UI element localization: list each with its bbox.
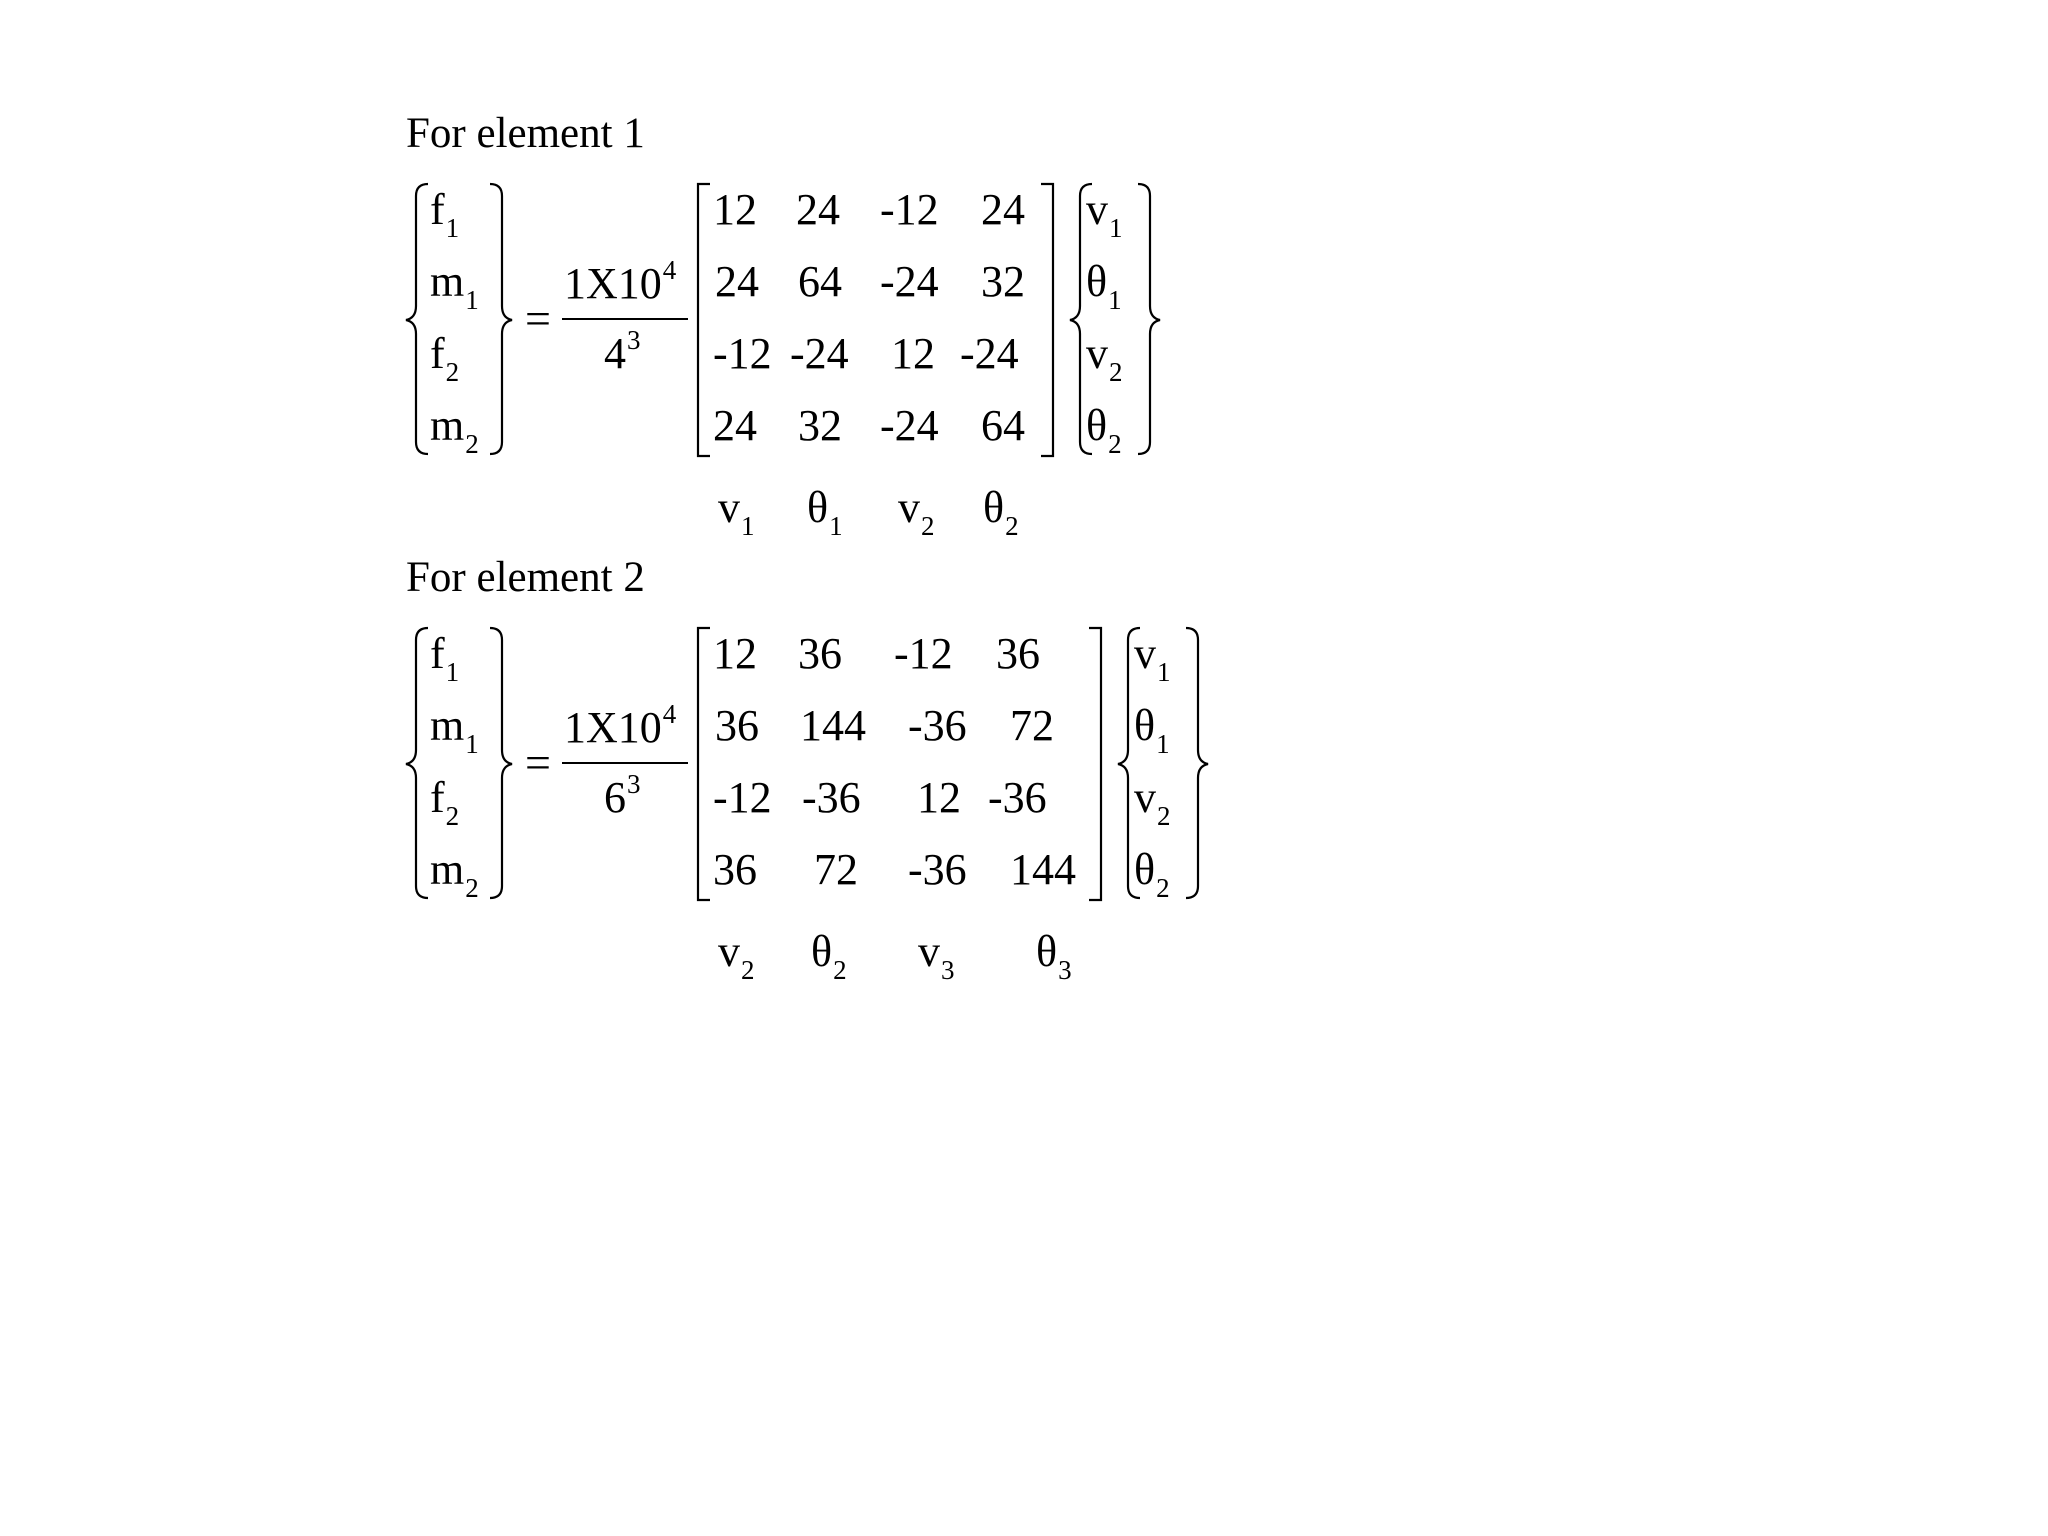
coefficient-denominator: $4^3$ — [604, 325, 641, 378]
matrix-cell: -24 — [880, 257, 939, 306]
matrix-cell: 36 — [996, 629, 1040, 678]
matrix-cell: -36 — [802, 773, 861, 822]
coefficient-denominator: $6^3$ — [604, 769, 641, 822]
element-1-heading: For element 1 — [406, 110, 645, 157]
equals-sign: = — [525, 737, 551, 788]
dof-entry: $\theta_1$ — [1086, 257, 1122, 315]
coefficient-numerator: $1X10^4$ — [564, 255, 677, 308]
column-label: $v_2$ — [718, 927, 755, 985]
matrix-cell: 12 — [917, 773, 961, 822]
matrix-cell: 32 — [798, 401, 842, 450]
matrix-cell: 72 — [1010, 701, 1054, 750]
matrix-cell: -12 — [894, 629, 953, 678]
matrix-cell: -24 — [880, 401, 939, 450]
column-label: $v_3$ — [918, 927, 955, 985]
dof-entry: $\theta_2$ — [1086, 401, 1122, 459]
matrix-cell: -12 — [880, 185, 939, 234]
matrix-cell: -24 — [790, 329, 849, 378]
matrix-cell: -36 — [908, 845, 967, 894]
lhs-entry: $f_1$ — [430, 185, 460, 243]
matrix-right-bracket — [1089, 628, 1101, 900]
column-label: $v_2$ — [898, 483, 935, 541]
lhs-entry: $f_1$ — [430, 629, 460, 687]
lhs-close-brace — [490, 628, 512, 898]
dof-entry: $v_1$ — [1086, 185, 1123, 243]
column-label: $\theta_2$ — [811, 927, 847, 985]
lhs-entry: $f_2$ — [430, 329, 460, 387]
fraction-bar — [562, 762, 688, 764]
matrix-cell: -12 — [713, 329, 772, 378]
lhs-entry: $m_1$ — [430, 701, 479, 759]
matrix-cell: 64 — [981, 401, 1025, 450]
lhs-entry: $m_2$ — [430, 845, 479, 903]
dof-entry: $\theta_1$ — [1134, 701, 1170, 759]
matrix-cell: 72 — [814, 845, 858, 894]
matrix-cell: -12 — [713, 773, 772, 822]
matrix-cell: -24 — [960, 329, 1019, 378]
matrix-cell: 24 — [715, 257, 759, 306]
dof-entry: $v_1$ — [1134, 629, 1171, 687]
coefficient-numerator: $1X10^4$ — [564, 699, 677, 752]
matrix-cell: 144 — [800, 701, 866, 750]
matrix-cell: 12 — [891, 329, 935, 378]
matrix-cell: 36 — [713, 845, 757, 894]
dof-entry: $v_2$ — [1086, 329, 1123, 387]
matrix-left-bracket — [698, 628, 710, 900]
matrix-cell: 144 — [1010, 845, 1076, 894]
lhs-open-brace — [406, 628, 428, 898]
column-label: $\theta_3$ — [1036, 927, 1072, 985]
lhs-entry: $m_1$ — [430, 257, 479, 315]
matrix-cell: 32 — [981, 257, 1025, 306]
lhs-entry: $f_2$ — [430, 773, 460, 831]
matrix-cell: 36 — [715, 701, 759, 750]
element-2-heading: For element 2 — [406, 554, 645, 601]
dof-close-brace — [1186, 628, 1208, 898]
matrix-cell: 24 — [713, 401, 757, 450]
matrix-cell: 64 — [798, 257, 842, 306]
equals-sign: = — [525, 293, 551, 344]
dof-entry: $\theta_2$ — [1134, 845, 1170, 903]
matrix-cell: 12 — [713, 629, 757, 678]
matrix-cell: 12 — [713, 185, 757, 234]
column-label: $\theta_2$ — [983, 483, 1019, 541]
matrix-cell: -36 — [988, 773, 1047, 822]
column-label: $v_1$ — [718, 483, 755, 541]
matrix-cell: 24 — [981, 185, 1025, 234]
column-label: $\theta_1$ — [807, 483, 843, 541]
matrix-cell: 36 — [798, 629, 842, 678]
matrix-cell: -36 — [908, 701, 967, 750]
lhs-entry: $m_2$ — [430, 401, 479, 459]
matrix-cell: 24 — [796, 185, 840, 234]
dof-entry: $v_2$ — [1134, 773, 1171, 831]
